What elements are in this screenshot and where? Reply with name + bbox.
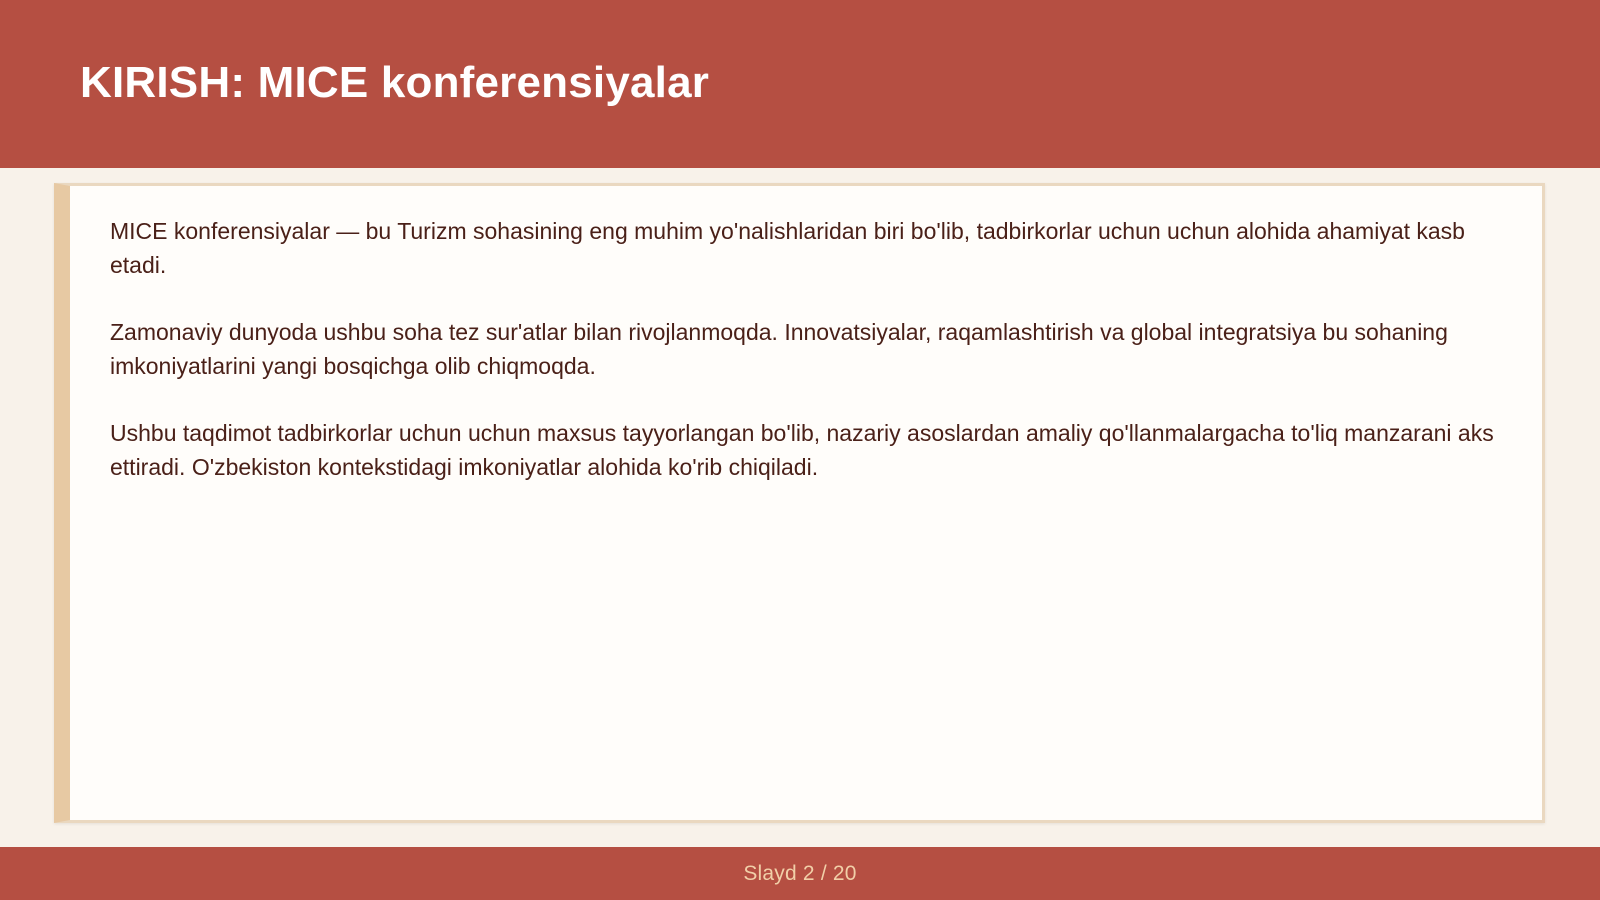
slide-counter: Slayd 2 / 20 xyxy=(743,861,857,885)
intro-paragraph-3: Ushbu taqdimot tadbirkorlar uchun uchun maxsus tayyorlangan bo'lib, nazariy asoslardan amaliy qo'llanmalargacha to'liq manzarani aks ettiradi. O'zbekiston kontekstidagi imkoniyatlar alohida ko'rib chiqiladi. xyxy=(110,420,1494,480)
content-text xyxy=(110,214,1500,517)
slide-header xyxy=(0,0,1600,168)
intro-paragraph-1: MICE konferensiyalar — bu Turizm sohasining eng muhim yo'nalishlaridan biri bo'lib, tadbirkorlar uchun uchun alohida ahamiyat kasb etadi. xyxy=(110,218,1465,278)
slide-title: KIRISH: MICE konferensiyalar xyxy=(80,58,710,107)
intro-paragraph-2: Zamonaviy dunyoda ushbu soha tez sur'atlar bilan rivojlanmoqda. Innovatsiyalar, raqamlashtirish va global integratsiya bu sohaning imkoniyatlarini yangi bosqichga olib chiqmoqda. xyxy=(110,319,1448,379)
content-card xyxy=(54,183,1545,823)
slide-footer xyxy=(0,847,1600,900)
